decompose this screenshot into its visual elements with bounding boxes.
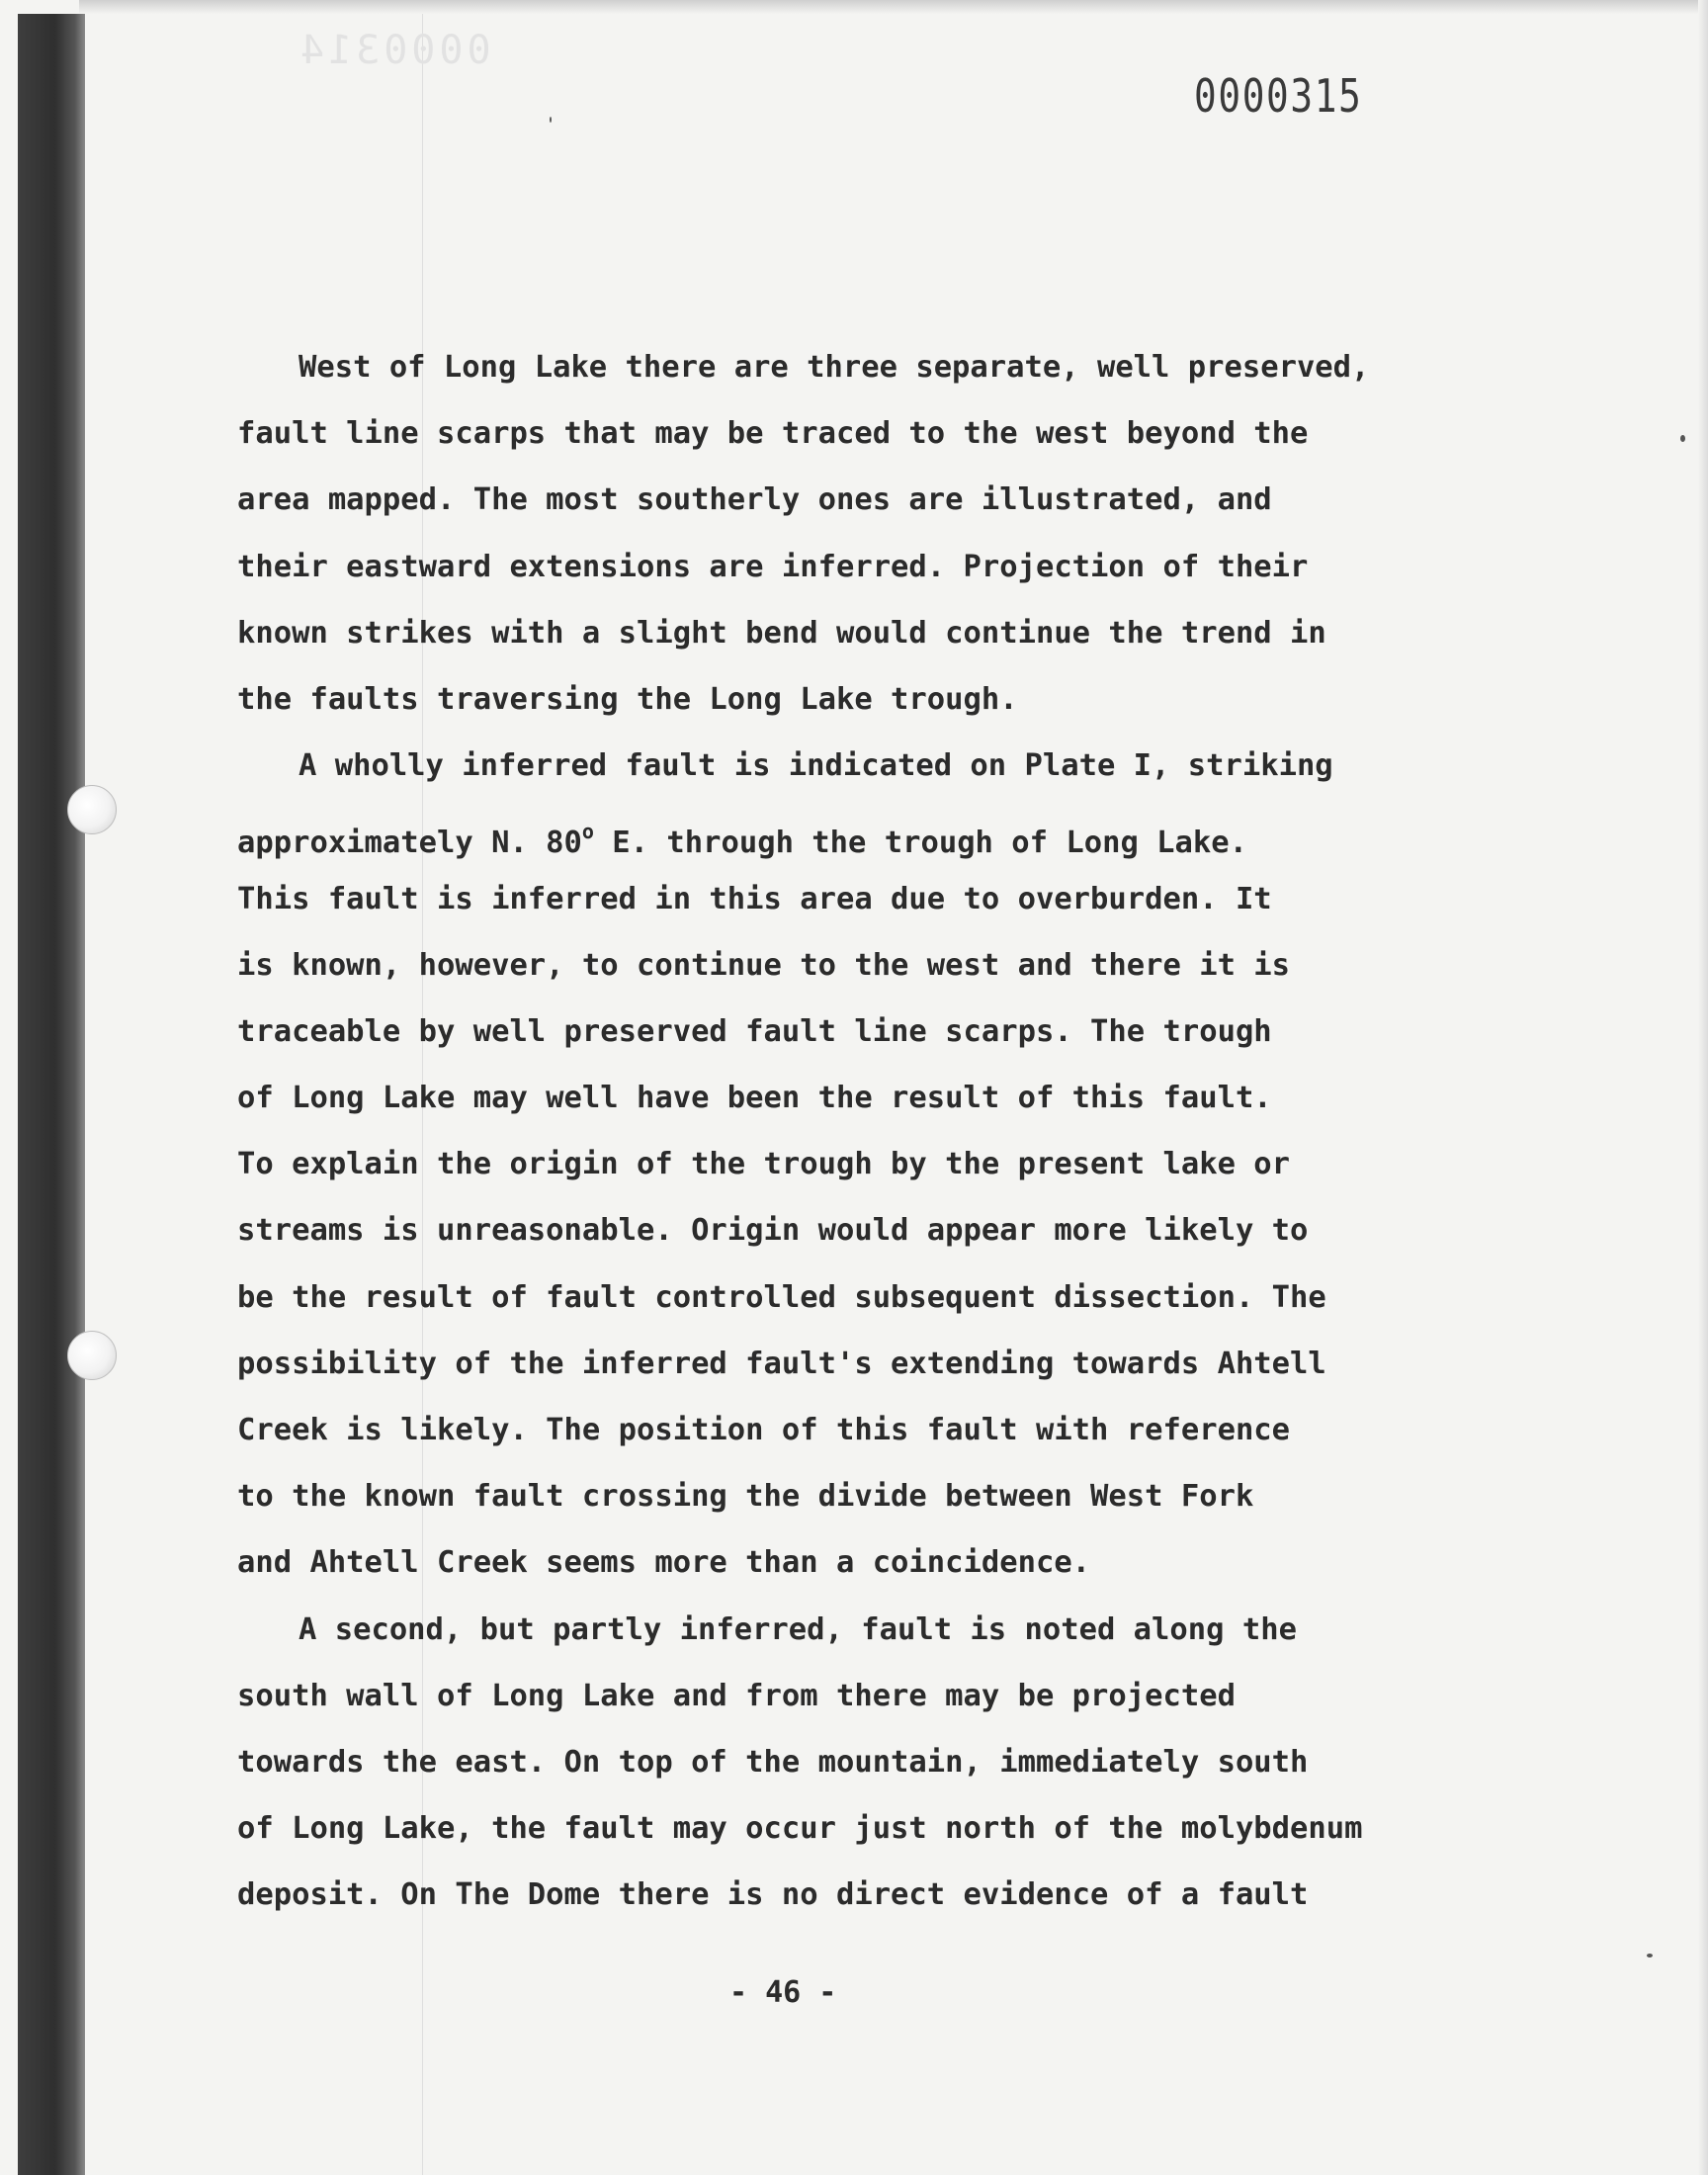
text-line: A wholly inferred fault is indicated on Plate I, striking — [299, 748, 1333, 784]
text-line: the faults traversing the Long Lake trough. — [237, 681, 1018, 717]
text-line: and Ahtell Creek seems more than a coincidence. — [237, 1545, 1091, 1581]
text-line: fault line scarps that may be traced to the west beyond the — [237, 416, 1309, 452]
text-line: possibility of the inferred fault's extending towards Ahtell — [237, 1346, 1326, 1381]
text-line: towards the east. On top of the mountain, immediately south — [237, 1744, 1309, 1780]
text-line: deposit. On The Dome there is no direct evidence of a fault — [237, 1877, 1309, 1913]
text-line: Creek is likely. The position of this fault with reference — [237, 1413, 1291, 1447]
text-line: area mapped. The most southerly ones are illustrated, and — [237, 482, 1272, 518]
text-line: A second, but partly inferred, fault is noted along the — [299, 1611, 1297, 1647]
text-line-head: approximately N. 80 — [237, 826, 582, 861]
punch-hole-upper — [67, 785, 117, 834]
text-line: streams is unreasonable. Origin would appear more likely to — [237, 1213, 1309, 1249]
binding-edge — [18, 14, 85, 2175]
text-line: is known, however, to continue to the west and there it is — [237, 947, 1291, 983]
top-edge-shadow — [79, 0, 1708, 14]
degree-sign: o — [581, 820, 594, 844]
text-line: their eastward extensions are inferred. Projection of their — [237, 549, 1309, 584]
text-line: south wall of Long Lake and from there may be projected — [237, 1678, 1236, 1713]
text-line: of Long Lake may well have been the result of this fault. — [237, 1081, 1272, 1116]
scan-speck — [1680, 435, 1685, 442]
scan-speck — [1647, 1954, 1653, 1958]
text-line: of Long Lake, the fault may occur just north of the molybdenum — [237, 1811, 1363, 1847]
right-edge-shadow — [1698, 0, 1708, 2175]
text-line-tail: E. through the trough of Long Lake. — [593, 826, 1247, 861]
text-line: to the known fault crossing the divide between West Fork — [237, 1479, 1254, 1515]
text-line-with-degree — [237, 799, 1483, 865]
document-number: 0000315 — [1194, 69, 1363, 123]
text-line: known strikes with a slight bend would continue the trend in — [237, 615, 1326, 651]
text-line: West of Long Lake there are three separate, well preserved, — [299, 350, 1370, 385]
scan-speck — [550, 117, 552, 123]
body-text — [237, 334, 1483, 1929]
text-line: traceable by well preserved fault line scarps. The trough — [237, 1013, 1272, 1049]
punch-hole-lower — [67, 1331, 117, 1380]
page-number: - 46 - — [729, 1975, 837, 2010]
bleed-through-number: 0000314 — [297, 28, 491, 73]
text-line: This fault is inferred in this area due to overburden. It — [237, 881, 1272, 916]
text-line: be the result of fault controlled subsequent dissection. The — [237, 1279, 1326, 1315]
text-line: To explain the origin of the trough by the present lake or — [237, 1147, 1291, 1182]
